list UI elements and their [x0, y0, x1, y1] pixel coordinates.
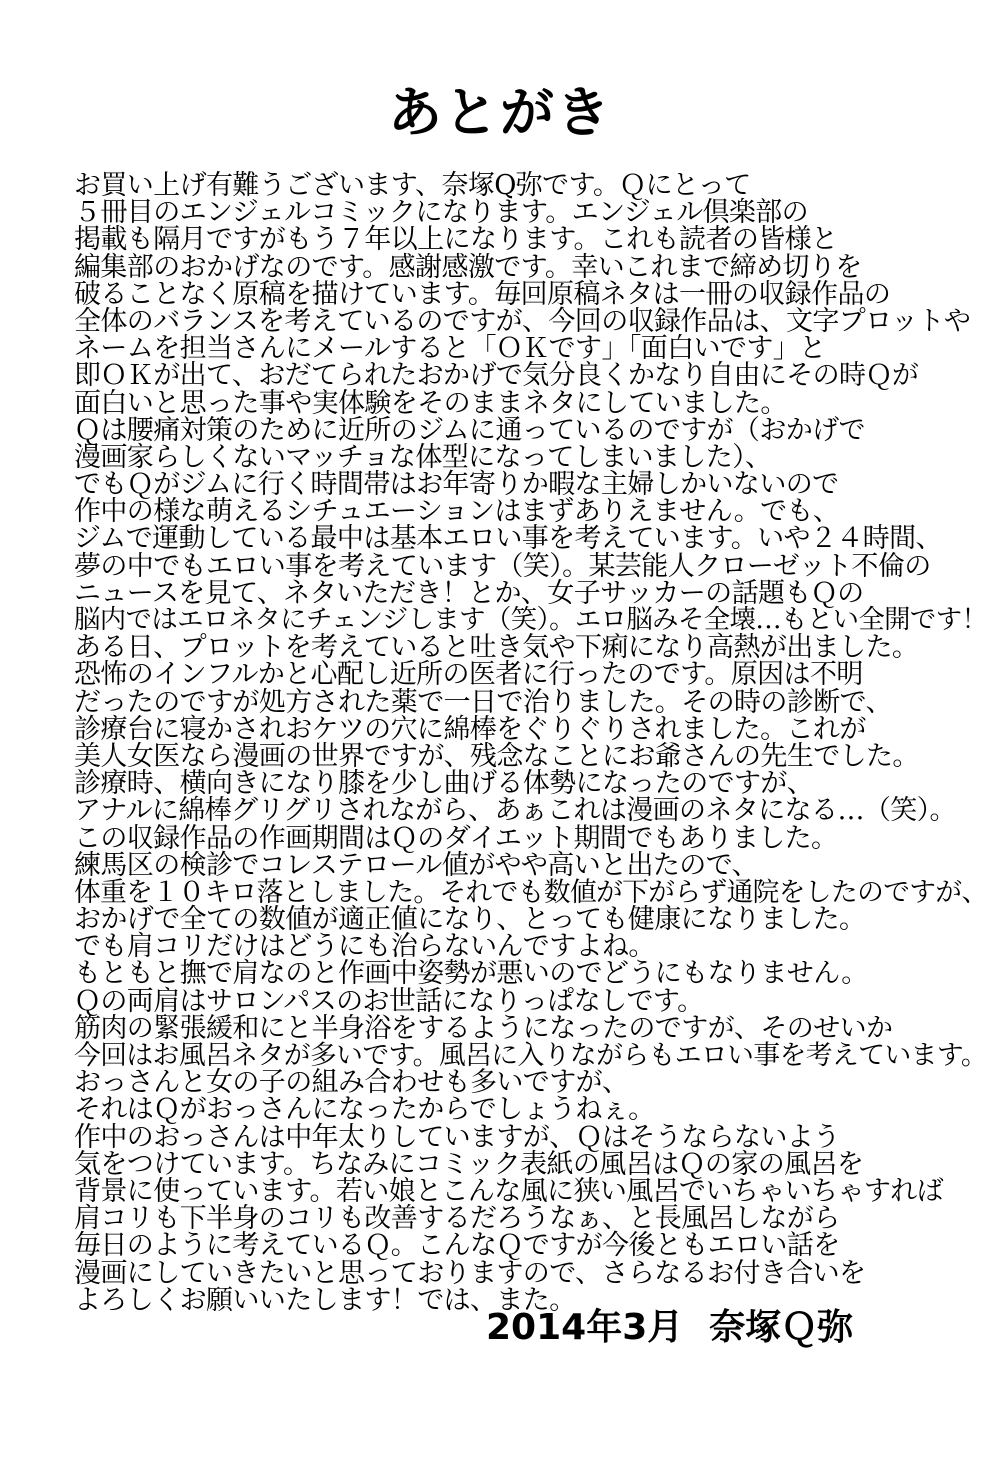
body-line: この収録作品の作画期間はＱのダイエット期間でもありました。 [74, 822, 838, 854]
body-line: それはＱがおっさんになったからでしょうねぇ。 [74, 1094, 655, 1126]
body-line: 恐怖のインフルかと心配し近所の医者に行ったのです。原因は不明 [74, 659, 863, 691]
body-line: 作中のおっさんは中年太りしていますが、Ｑはそうならないよう [74, 1121, 840, 1153]
afterword-body [74, 170, 988, 1316]
body-line: ニュースを見て、ネタいただき！とか、女子サッカーの話題もＱの [74, 577, 864, 609]
signature-date: 2014年3月 [486, 1307, 684, 1348]
body-line: おっさんと女の子の組み合わせも多いですが、 [74, 1067, 629, 1099]
body-line: でもＱがジムに行く時間帯はお年寄りか暇な主婦しかいないので [74, 469, 839, 501]
body-line: 筋肉の緊張緩和にと半身浴をするようになったのですが、そのせいか [74, 1012, 893, 1044]
body-line: 背景に使っています。若い娘とこんな風に狭い風呂でいちゃいちゃすれば [74, 1175, 944, 1207]
body-line: 面白いと思った事や実体験をそのままネタにしていました。 [74, 387, 787, 419]
body-line: 体重を１０キロ落としました。それでも数値が下がらず通院をしたのですが、 [74, 876, 988, 908]
signature-author: 奈塚Ｑ弥 [709, 1307, 854, 1348]
body-line: 肩コリも下半身のコリも改善するだろうなぁ、と長風呂しながら [74, 1203, 840, 1235]
body-line: 全体のバランスを考えているのですが、今回の収録作品は、文字プロットや [74, 305, 971, 337]
body-line: ジムで運動している最中は基本エロい事を考えています。いや２４時間、 [74, 523, 942, 555]
body-line: 美人女医なら漫画の世界ですが、残念なことにお爺さんの先生でした。 [74, 740, 919, 772]
body-line: ネームを担当さんにメールすると「ＯＫです」「面白いです」と [74, 333, 826, 365]
body-line: だったのですが処方された薬で一日で治りました。その時の診断で、 [74, 686, 892, 718]
page-title: あとがき [388, 81, 612, 144]
body-line: Ｑの両肩はサロンパスのお世話になりっぱなしです。 [74, 985, 704, 1017]
body-line: 診療台に寝かされおケツの穴に綿棒をぐりぐりされました。これが [74, 713, 866, 745]
body-line: 脳内ではエロネタにチェンジします（笑）。エロ脳みそ全壊…もとい全開です！ [74, 605, 988, 635]
body-line: 漫画家らしくないマッチョな体型になってしまいました）、 [74, 441, 772, 473]
body-line: でも肩コリだけはどうにも治らないんですよね。 [74, 931, 655, 963]
body-line: 破ることなく原稿を描けています。毎回原稿ネタは一冊の収録作品の [74, 278, 891, 310]
body-line: おかげで全ての数値が適正値になり、とっても健康になりました。 [74, 904, 866, 936]
body-line: よろしくお願いいたします！では、また。 [74, 1284, 576, 1316]
body-line: 作中の様な萌えるシチュエーションはまずありえません。でも、 [74, 496, 840, 528]
body-line: 即ＯＫが出て、おだてられたおかげで気分良くかなり自由にその時Ｑが [74, 360, 919, 392]
body-line: 練馬区の検診でコレステロール値がやや高いと出たので、 [74, 849, 758, 881]
body-line: 夢の中でもエロい事を考えています（笑）。某芸能人クローゼット不倫の [74, 550, 931, 582]
body-line: Ｑは腰痛対策のために近所のジムに通っているのですが（おかげで [74, 414, 865, 446]
body-line: 編集部のおかげなのです。感謝感激です。幸いこれまで締め切りを [74, 251, 862, 283]
body-line: 漫画にしていきたいと思っておりますので、さらなるお付き合いを [74, 1257, 866, 1289]
body-line: 気をつけています。ちなみにコミック表紙の風呂はＱの家の風呂を [74, 1148, 864, 1180]
body-line: 毎日のように考えているＱ。こんなＱですが今後ともエロい話を [74, 1230, 840, 1262]
body-line: 診療時、横向きになり膝を少し曲げる体勢になったのですが、 [74, 768, 814, 800]
body-line: お買い上げ有難うございます、奈塚Q弥です。Ｑにとって [74, 170, 751, 201]
signature [486, 1303, 853, 1353]
body-line: ５冊目のエンジェルコミックになります。エンジェル倶楽部の [74, 197, 809, 229]
body-line: 掲載も隔月ですがもう７年以上になります。これも読者の皆様と [74, 224, 838, 256]
body-line: もともと撫で肩なのと作画中姿勢が悪いのでどうにもなりません。 [74, 958, 868, 990]
body-line: 今回はお風呂ネタが多いです。風呂に入りながらもエロい事を考えています。 [74, 1040, 988, 1071]
body-line: アナルに綿棒グリグリされながら、あぁこれは漫画のネタになる…（笑）。 [74, 795, 956, 827]
body-line: ある日、プロットを考えていると吐き気や下痢になり高熱が出ました。 [74, 632, 919, 664]
